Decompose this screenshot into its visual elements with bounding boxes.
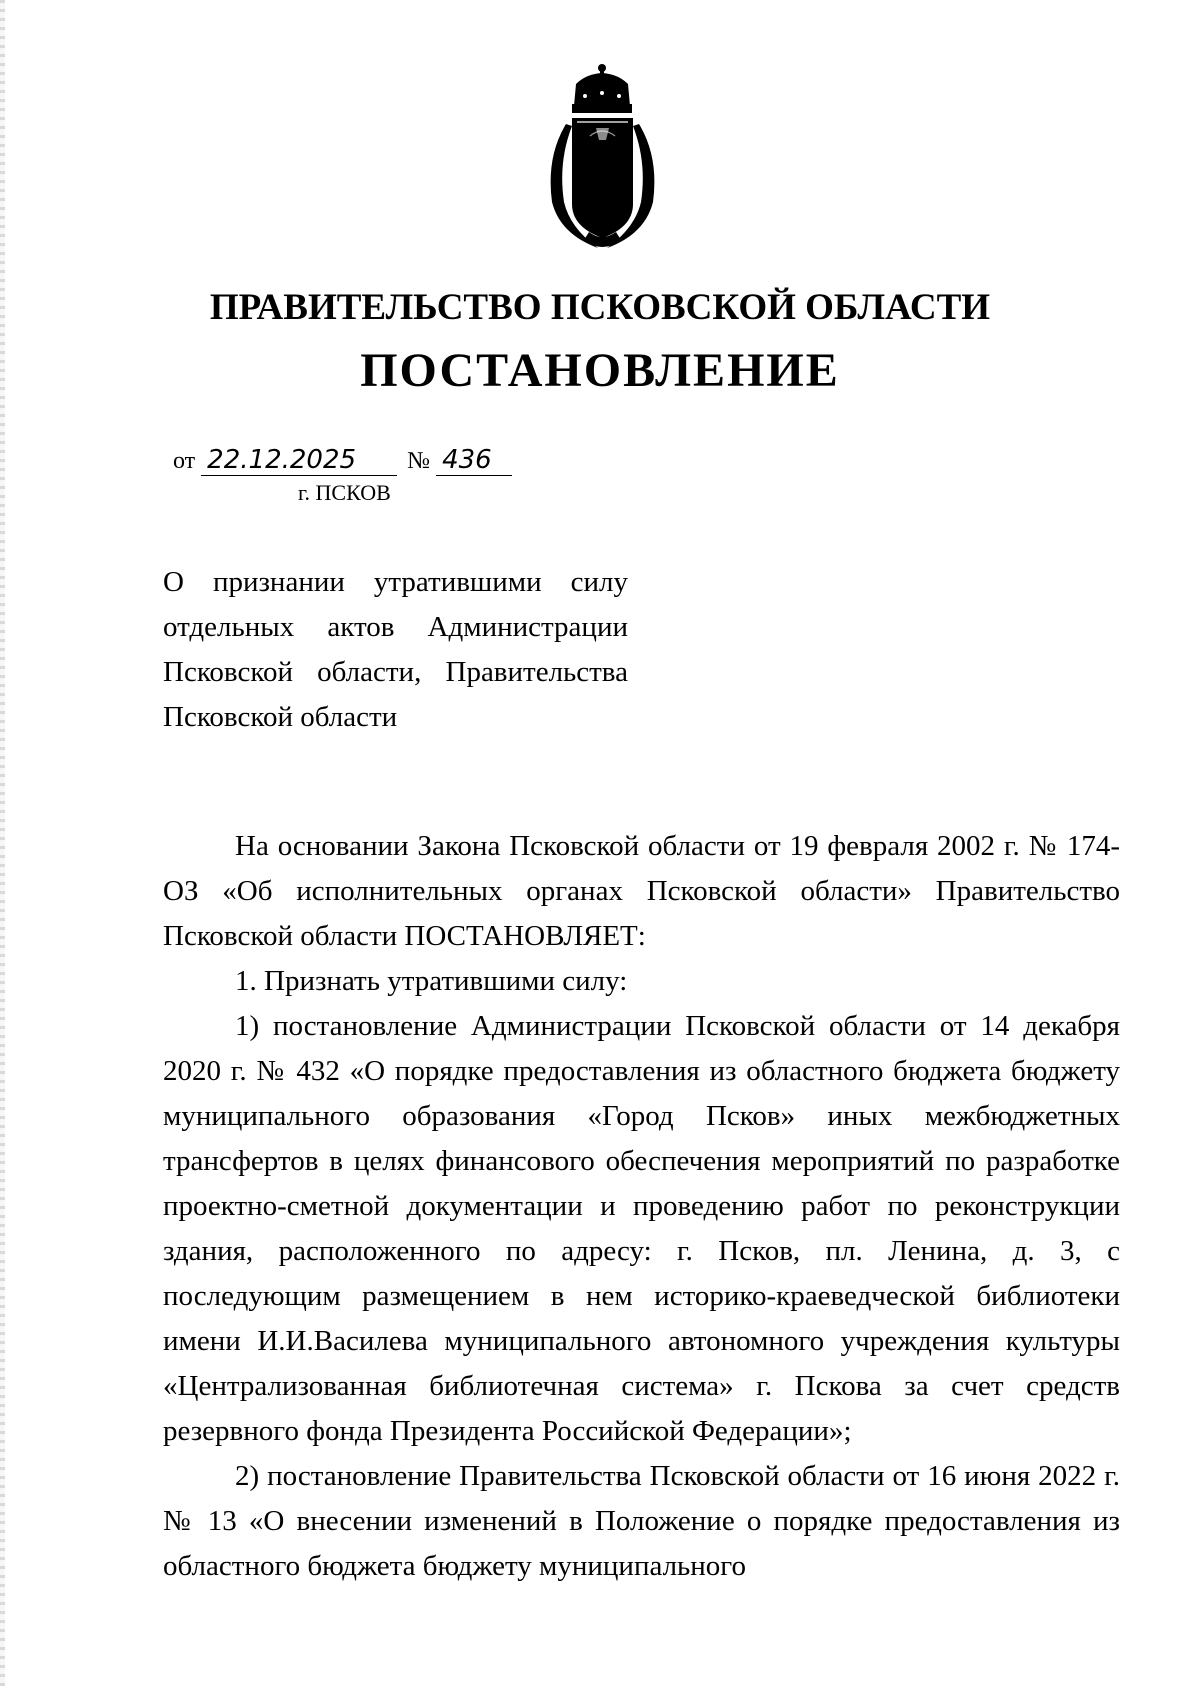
body-paragraph-subitem-2: 2) постановление Правительства Псковской области от 16 июня 2022 г. № 13 «О внесении изменений в Положение о порядке предоставления из областного бюджета бюджету муниципального [163,1460,1120,1582]
body-paragraph-preamble: На основании Закона Псковской области от 19 февраля 2002 г. № 174-ОЗ «Об исполнительных органах Псковской области» Правительство Псковской области ПОСТАНОВЛЯЕТ: [163,830,1120,952]
subject-line: Псковской области, Правительства [163,656,628,688]
date-number-line [173,445,512,483]
coat-of-arms-emblem-icon [540,62,665,254]
subject-line: О признании утратившими силу [163,566,628,598]
body-paragraph-item-1: 1. Признать утратившими силу: [235,965,628,997]
document-subject [163,560,628,740]
city-label: г. ПСКОВ [298,480,391,505]
date-label: от [173,448,196,474]
handwritten-date: 22.12.2025 [201,445,397,476]
subject-line: отдельных актов Администрации [163,611,628,643]
handwritten-number: 436 [436,445,512,476]
document-type-heading: ПОСТАНОВЛЕНИЕ [360,344,840,397]
subject-line: Псковской области [163,701,398,733]
body-paragraph-subitem-1: 1) постановление Администрации Псковской области от 14 декабря 2020 г. № 432 «О порядке предоставления из областного бюджета бюджету муниципального образования «Город Псков» иных межбюджетных трансфертов в целях финансового обеспечения мероприятий по разработке проектно-сметной документации и проведению работ по реконструкции здания, расположенного по адресу: г. Псков, пл. Ленина, д. 3, с последующим размещением в нем историко-краеведческой библиотеки имени И.И.Василева муниципального автономного учреждения культуры «Централизованная библиотечная система» г. Пскова за счет средств резервного фонда Президента Российской Федерации»; [163,1010,1120,1447]
government-title: ПРАВИТЕЛЬСТВО ПСКОВСКОЙ ОБЛАСТИ [209,287,991,328]
scan-edge-artifact [0,0,5,1686]
document-body [163,824,1120,1589]
number-label: № [407,448,431,474]
